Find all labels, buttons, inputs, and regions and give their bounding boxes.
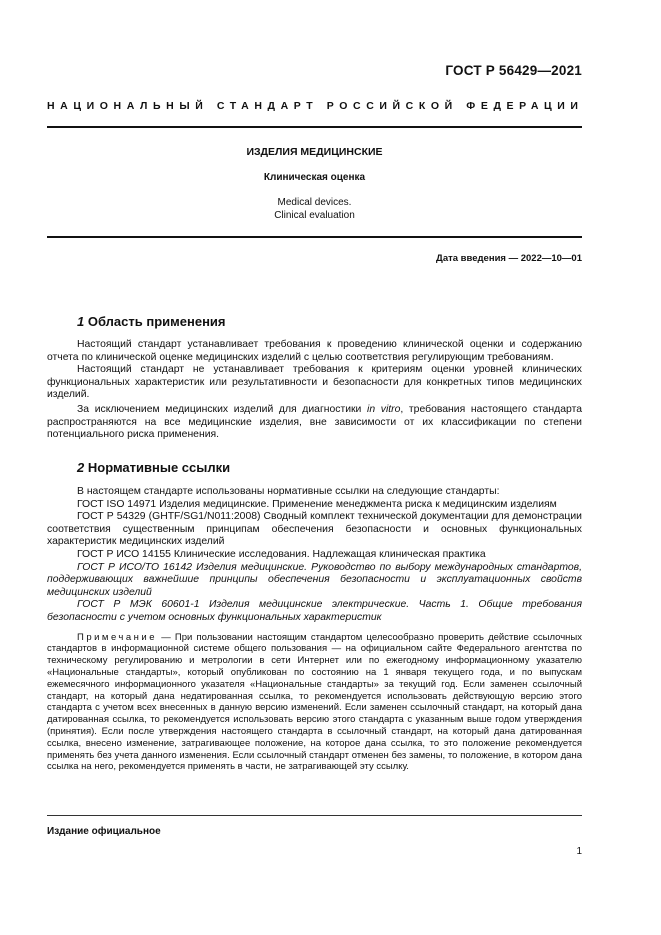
section-2-body [47,486,582,773]
section-1-body [47,339,582,442]
standard-header: НАЦИОНАЛЬНЫЙ СТАНДАРТ РОССИЙСКОЙ ФЕДЕРАЦИИ [47,100,584,112]
document-subtitle: Клиническая оценка [263,172,366,183]
section-2-number: 2 [77,460,85,475]
section-2-intro: В настоящем стандарте использованы нормативные ссылки на следующие стандарты: [77,486,500,497]
english-title-line-1: Medical devices. [277,197,352,208]
section-2-title: Нормативные ссылки [87,460,231,475]
section-1-in-vitro: in vitro [367,403,401,415]
page-number: 1 [576,846,582,857]
section-2-note [47,632,582,774]
note-text: — При пользовании настоящим стандартом целесообразно проверить действие ссылочных стандартов в информационной системе общего пользования — на официальном сайте Федерального агентства по техническому регулированию и метрологии в сети Интернет или по ежегодному информационному указателю «Национальные стандарты», который опубликован по состоянию на 1 января текущего года, и по выпускам ежемесячного информационного указателя «Национальные стандарты» за текущий год. Если заменен ссылочный стандарт, на который дана недатированная ссылка, то рекомендуется использовать действующую версию этого стандарта с учетом всех внесенных в данную версию изменений. Если заменен ссылочный стандарт, на который дана датированная ссылка, то рекомендуется использовать версию этого стандарта с указанным выше годом утверждения (принятия). Если после утверждения настоящего стандарта в ссылочный стандарт, на который дана датированная ссылка, внесено изменение, затрагивающее положение, на которое дана ссылка, то это положение рекомендуется применять без учета данного изменения. Если ссылочный стандарт отменен без замены, то положение, в котором дана ссылка на него, рекомендуется применять в части, не затрагивающей эту ссылку. [47,631,582,773]
document-title: ИЗДЕЛИЯ МЕДИЦИНСКИЕ [246,146,383,158]
note-label: Примечание [77,631,157,643]
section-1-title: Область применения [87,314,226,329]
reference-gost-r-iec-60601-1: ГОСТ Р МЭК 60601-1 Изделия медицинские электрические. Часть 1. Общие требования безопасности с учетом основных функциональных характеристик [47,599,582,623]
section-1-paragraph-1: Настоящий стандарт устанавливает требования к проведению клинической оценки и содержанию отчета по клинической оценке медицинских изделий с целью соответствия регулирующим требованиям. [47,339,582,363]
reference-gost-r-iso-14155: ГОСТ Р ИСО 14155 Клинические исследования. Надлежащая клиническая практика [77,548,486,560]
reference-gost-r-54329: ГОСТ Р 54329 (GHTF/SG1/N011:2008) Сводный комплект технической документации для демонстрации соответствия существенным принципам обеспечения безопасности и основных функциональных характеристик медицинских изделий [47,511,582,548]
section-1-paragraph-3 [47,404,582,442]
section-1-heading [77,314,226,329]
introduction-date: Дата введения — 2022—10—01 [436,253,582,264]
section-1-paragraph-3-start: За исключением медицинских изделий для диагностики [77,403,368,415]
reference-gost-r-iso-to-16142: ГОСТ Р ИСО/ТО 16142 Изделия медицинские. Руководство по выбору международных стандартов, поддерживающих важнейшие принципы обеспечения безопасности и эксплуатационных свойств медицинских изделий [47,561,582,598]
document-number: ГОСТ Р 56429—2021 [445,63,582,78]
english-title [47,196,582,222]
section-1-number: 1 [77,314,85,329]
footer-rule [47,815,582,816]
english-title-line-2: Clinical evaluation [274,210,355,221]
reference-gost-iso-14971: ГОСТ ISO 14971 Изделия медицинские. Применение менеджмента риска к медицинским изделиям [77,498,557,510]
section-2-heading [77,460,230,475]
header-top-rule [47,126,582,128]
section-1-paragraph-2: Настоящий стандарт не устанавливает требования к критериям оценки уровней клинических функциональных характеристик или результативности и безопасности для конкретных типов медицинских изделий. [47,364,582,401]
section-1-paragraph-3-end: , требования настоящего стандарта распространяются на все медицинские изделия, вне зависимости от их классификации по степени потенциального риска применения. [47,403,582,441]
official-edition-label: Издание официальное [47,826,161,837]
header-bottom-rule [47,236,582,238]
